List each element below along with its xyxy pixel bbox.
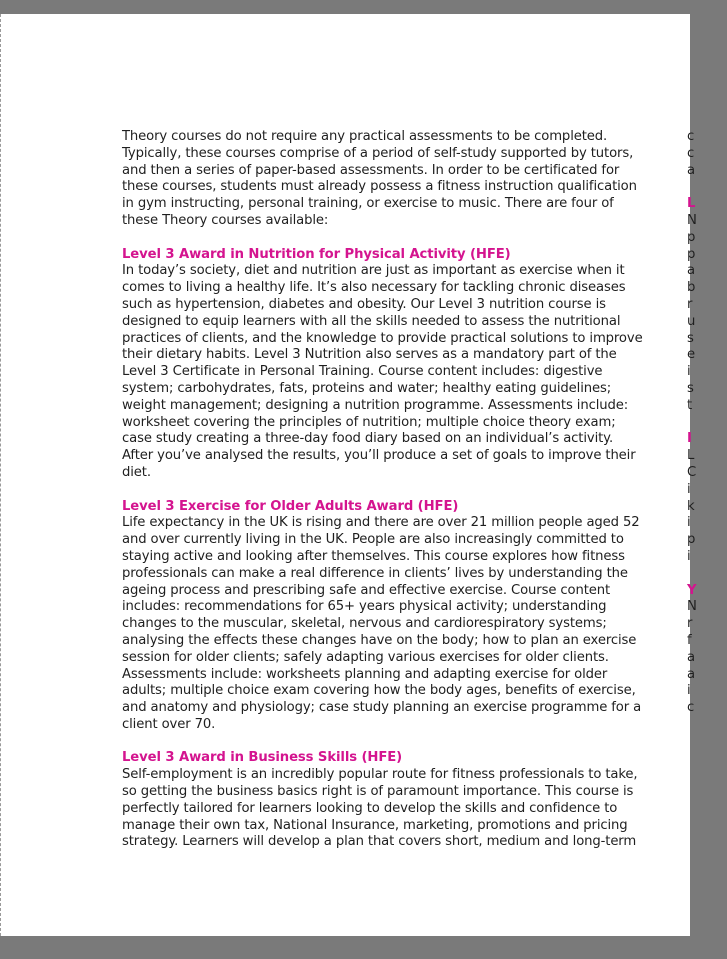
next-column-letter: Y: [687, 582, 697, 598]
next-column-letter: c: [687, 129, 695, 144]
next-column-letter: L: [687, 196, 696, 212]
next-column-letter: a: [687, 263, 696, 279]
next-column-letter: L: [687, 448, 695, 464]
next-column-letter: N: [687, 212, 697, 228]
next-column-letter: [687, 415, 727, 432]
next-column-letter: [687, 566, 727, 583]
section-heading: Level 3 Award in Nutrition for Physical Activity (HFE): [122, 246, 511, 262]
next-column-letter: b: [687, 280, 696, 296]
section-body: Self-employment is an incredibly popular route for fitness professionals to take, so getting the business basics right is of paramount importance. This course is perfectly tailored for learners looking to develop the skills and confidence to manage their own tax, National Insurance, marketing, promotions and pricing strategy. Learners will develop a plan that covers short, medium and long-term: [122, 767, 638, 850]
next-column-letter: i: [687, 548, 691, 564]
next-column-letter: r: [687, 616, 693, 632]
document-page: [0, 14, 697, 936]
next-column-letter: p: [687, 532, 696, 548]
next-column-letter: t: [687, 397, 693, 413]
section-body: Life expectancy in the UK is rising and there are over 21 million people aged 52 and over currently living in the UK. People are also increasingly committed to staying active and looking after themselves. This course explores how fitness professionals can make a real difference in clients’ lives by understanding the ageing process and prescribing safe and effective exercise. Course content includes: recommendations for 65+ years physical activity; understanding changes to the muscular, skeletal, nervous and cardiorespiratory systems; analysing the effects these changes have on the body; how to plan an exercise session for older clients; safely adapting various exercises for older clients. Assessments include: worksheets planning and adapting exercise for older adults; multiple choice exam covering how the body ages, benefits of exercise, and anatomy and physiology; case study planning an exercise programme for a client over 70.: [122, 515, 642, 732]
next-column-letter: N: [687, 599, 697, 615]
next-column-letter: i: [687, 683, 691, 699]
next-column-letter: i: [687, 481, 691, 497]
next-column-cutoff: [687, 129, 727, 717]
next-column-letter: k: [687, 498, 695, 514]
next-column-letter: c: [687, 145, 695, 161]
next-column-letter: p: [687, 229, 696, 245]
next-column-letter: C: [687, 464, 697, 480]
next-column-letter: I: [687, 431, 692, 447]
next-column-letter: a: [687, 666, 696, 682]
next-column-letter: s: [687, 380, 694, 396]
course-section-business: [122, 750, 648, 851]
section-heading: Level 3 Exercise for Older Adults Award (HFE): [122, 498, 459, 514]
intro-paragraph: Theory courses do not require any practical assessments to be completed. Typically, these courses comprise of a period of self-study supported by tutors, and then a series of paper-based assessments. In order to be certificated for these courses, students must already possess a fitness instruction qualification in gym instructing, personal training, or exercise to music. There are four of these Theory courses available:: [122, 129, 637, 228]
next-column-letter: s: [687, 330, 694, 346]
next-column-letter: u: [687, 313, 696, 329]
next-column-letter: c: [687, 700, 695, 716]
section-body: In today’s society, diet and nutrition are just as important as exercise when it comes to living a healthy life. It’s also necessary for tackling chronic diseases such as hypertension, diabetes and obesity. Our Level 3 nutrition course is designed to equip learners with all the skills needed to assess the nutritional practices of clients, and the knowledge to provide practical solutions to improve their dietary habits. Level 3 Nutrition also serves as a mandatory part of the Level 3 Certificate in Personal Training. Course content includes: digestive system; carbohydrates, fats, proteins and water; healthy eating guidelines; weight management; designing a nutrition programme. Assessments include: worksheet covering the principles of nutrition; multiple choice theory exam; case study creating a three-day food diary based on an individual’s activity. After you’ve analysed the results, you’ll produce a set of goals to improve their diet.: [122, 263, 643, 480]
course-section-older-adults: [122, 499, 648, 734]
next-column-letter: f: [687, 632, 692, 648]
next-column-letter: i: [687, 364, 691, 380]
course-section-nutrition: [122, 247, 648, 482]
next-column-letter: a: [687, 162, 696, 178]
section-heading: Level 3 Award in Business Skills (HFE): [122, 750, 403, 766]
next-column-letter: p: [687, 246, 696, 262]
next-column-letter: a: [687, 649, 696, 665]
next-column-letter: [687, 179, 727, 196]
next-column-letter: e: [687, 347, 696, 363]
next-column-letter: i: [687, 515, 691, 531]
text-column: [122, 129, 648, 868]
next-column-letter: r: [687, 296, 693, 312]
